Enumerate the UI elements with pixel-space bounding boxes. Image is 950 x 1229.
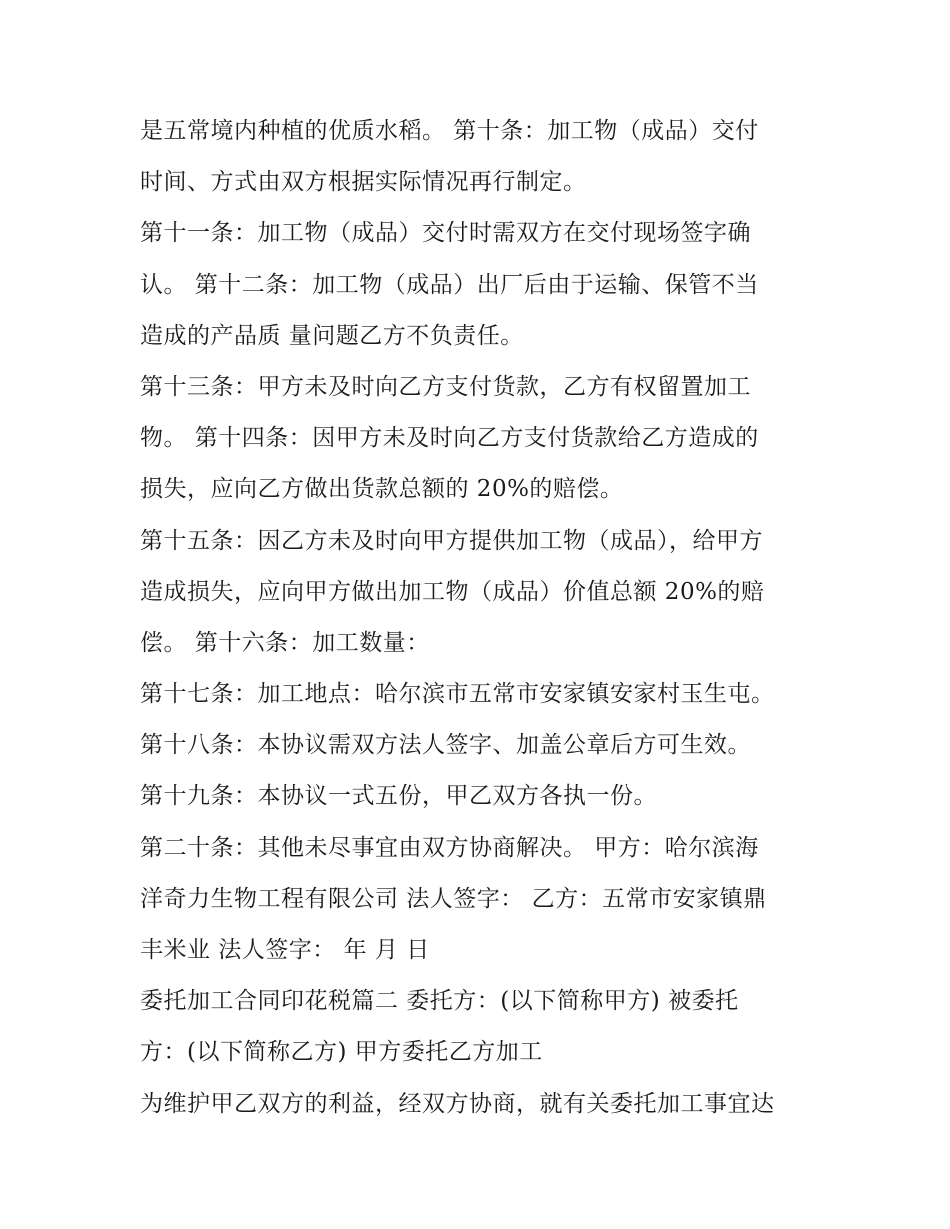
text-line: 时间、方式由双方根据实际情况再行制定。 xyxy=(140,169,587,196)
text-line: 丰米业 法人签字： 年 月 日 xyxy=(140,937,430,963)
text-line: 为维护甲乙双方的利益，经双方协商，就有关委托加工事宜达 xyxy=(140,1090,775,1117)
text-line: 造成的产品质 量问题乙方不负责任。 xyxy=(140,322,524,349)
text-line: 造成损失，应向甲方做出加工物（成品）价值总额 20%的赔 xyxy=(140,578,765,605)
text-line: 第十一条：加工物（成品）交付时需双方在交付现场签字确 xyxy=(140,220,751,247)
text-line: 是五常境内种植的优质水稻。 第十条：加工物（成品）交付 xyxy=(140,118,759,144)
document-body xyxy=(140,106,820,1130)
text-line: 第十五条：因乙方未及时向甲方提供加工物（成品），给甲方 xyxy=(140,527,763,554)
text-line: 洋奇力生物工程有限公司 法人签字： 乙方：五常市安家镇鼎 xyxy=(140,885,767,912)
text-line: 第十九条：本协议一式五份，甲乙双方各执一份。 xyxy=(140,783,657,810)
text-line: 认。 第十二条：加工物（成品）出厂后由于运输、保管不当 xyxy=(140,271,759,298)
text-line: 物。 第十四条：因甲方未及时向乙方支付货款给乙方造成的 xyxy=(140,425,759,452)
text-line: 第十七条：加工地点：哈尔滨市五常市安家镇安家村玉生屯。 xyxy=(140,681,775,708)
text-line: 偿。 第十六条：加工数量： xyxy=(140,629,430,656)
text-line: 委托加工合同印花税篇二 委托方：(以下简称甲方) 被委托 xyxy=(140,988,739,1015)
text-line: 损失，应向乙方做出货款总额的 20%的赔偿。 xyxy=(140,476,624,503)
text-line: 第二十条：其他未尽事宜由双方协商解决。 甲方：哈尔滨海 xyxy=(140,834,759,861)
text-line: 第十八条：本协议需双方法人签字、加盖公章后方可生效。 xyxy=(140,732,751,759)
text-line: 方：(以下简称乙方) 甲方委托乙方加工 xyxy=(140,1039,543,1066)
text-line: 第十三条：甲方未及时向乙方支付货款，乙方有权留置加工 xyxy=(140,373,751,400)
